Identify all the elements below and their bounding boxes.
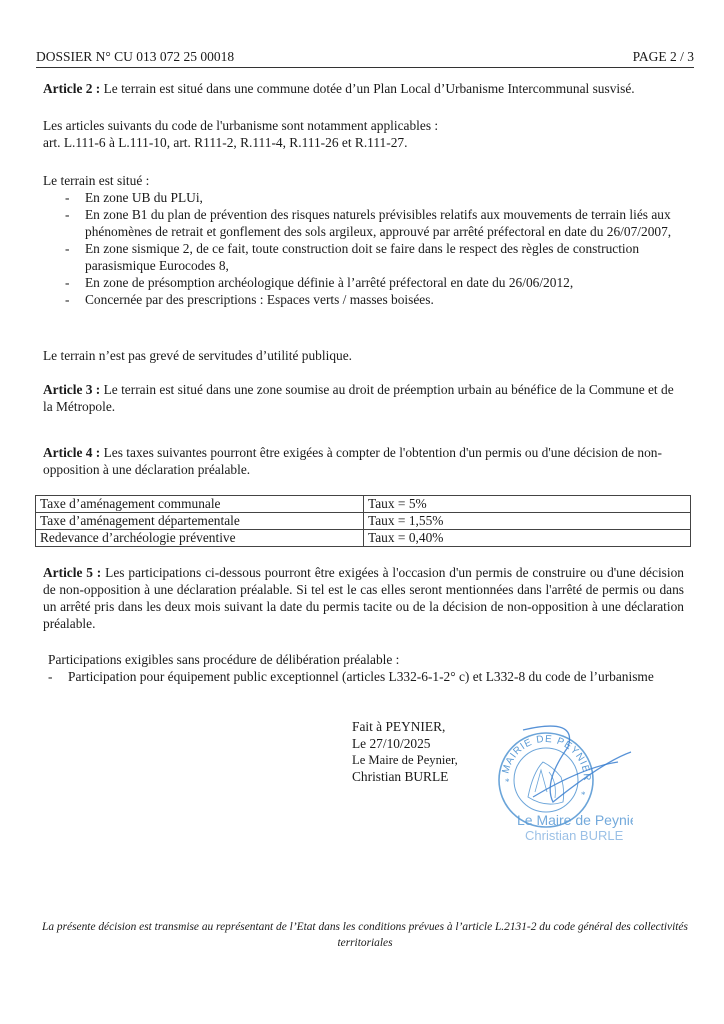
svg-text:Christian BURLE: Christian BURLE	[525, 828, 624, 843]
situation-item: - En zone UB du PLUi,	[43, 189, 684, 206]
table-row	[36, 513, 691, 530]
legal-footer: La présente décision est transmise au représentant de l’Etat dans les conditions prévues à l’article L.2131-2 du code général des collectivités territoriales	[42, 921, 688, 949]
signature-block	[352, 719, 458, 785]
situation-item: - En zone sismique 2, de ce fait, toute construction doit se faire dans le respect des règles de construction parasismique Eurocodes 8,	[43, 240, 684, 274]
signature-place: Fait à PEYNIER,	[352, 719, 446, 734]
article-5	[43, 564, 684, 632]
mayor-stamp	[483, 722, 633, 847]
page-header	[36, 49, 694, 68]
participations-list	[26, 668, 684, 685]
article-4	[43, 444, 684, 478]
situation-item: - En zone de présomption archéologique définie à l’arrêté préfectoral en date du 26/06/2012,	[43, 274, 684, 291]
article-4-text: Les taxes suivantes pourront être exigées à compter de l'obtention d'un permis ou d'une décision de non-opposition à une déclaration préalable.	[43, 445, 662, 477]
applicable-intro: Les articles suivants du code de l'urbanisme sont notamment applicables :	[43, 118, 439, 133]
table-row	[36, 496, 691, 513]
svg-text:MAIRIE DE PEYNIER: MAIRIE DE PEYNIER	[500, 733, 593, 782]
table-row	[36, 530, 691, 547]
tax-rate: Taux = 1,55%	[364, 513, 691, 530]
article-5-label: Article 5 :	[43, 565, 102, 580]
article-3	[43, 381, 684, 415]
participations-section	[48, 651, 684, 685]
tax-name: Redevance d’archéologie préventive	[36, 530, 364, 547]
article-3-label: Article 3 :	[43, 382, 101, 397]
svg-text:*: *	[581, 790, 586, 800]
article-3-text: Le terrain est situé dans une zone soumise au droit de préemption urbain au bénéfice de la Commune et de la Métropole.	[43, 382, 674, 414]
taxes-table	[35, 495, 691, 547]
applicable-list: art. L.111-6 à L.111-10, art. R111-2, R.111-4, R.111-26 et R.111-27.	[43, 135, 408, 150]
official-seal-icon	[483, 722, 633, 847]
article-2	[43, 80, 684, 97]
participations-intro: Participations exigibles sans procédure de délibération préalable :	[48, 652, 400, 667]
tax-name: Taxe d’aménagement départementale	[36, 513, 364, 530]
article-2-label: Article 2 :	[43, 81, 101, 96]
article-4-label: Article 4 :	[43, 445, 101, 460]
tax-rate: Taux = 0,40%	[364, 530, 691, 547]
svg-text:*: *	[505, 777, 510, 787]
article-5-text: Les participations ci-dessous pourront être exigées à l'occasion d'un permis de construire ou d'une décision de non-opposition à une déclaration préalable. Si tel est le cas elles seront mentionnées dans l'arrêté de permis ou dans un arrêté pris dans les deux mois suivant la date du permis tacite ou de la décision de non-opposition à une déclaration préalable.	[43, 565, 684, 631]
signature-name: Christian BURLE	[352, 768, 449, 784]
tax-name: Taxe d’aménagement communale	[36, 496, 364, 513]
svg-text:Le Maire de Peynier: Le Maire de Peynier	[517, 812, 633, 828]
dossier-number: DOSSIER N° CU 013 072 25 00018	[36, 49, 235, 64]
servitudes-statement: Le terrain n’est pas grevé de servitudes d’utilité publique.	[43, 348, 352, 363]
article-2-text: Le terrain est situé dans une commune dotée d’un Plan Local d’Urbanisme Intercommunal susvisé.	[100, 81, 635, 96]
situation-item: - En zone B1 du plan de prévention des risques naturels prévisibles relatifs aux mouvements de terrain liés aux phénomènes de retrait et gonflement des sols argileux, approuvé par arrêté préfectoral en date du 26/07/2007,	[43, 206, 684, 240]
signature-date: Le 27/10/2025	[352, 735, 431, 751]
situation-item: - Concernée par des prescriptions : Espaces verts / masses boisées.	[43, 291, 684, 308]
tax-rate: Taux = 5%	[364, 496, 691, 513]
situation-section	[43, 172, 684, 308]
situation-list	[43, 189, 684, 308]
applicable-articles	[43, 117, 684, 151]
situation-intro: Le terrain est situé :	[43, 173, 150, 188]
page-number: PAGE 2 / 3	[632, 49, 694, 64]
signature-role: Le Maire de Peynier,	[352, 753, 458, 767]
participation-item: - Participation pour équipement public exceptionnel (articles L332-6-1-2° c) et L332-8 du code de l’urbanisme	[26, 668, 684, 685]
